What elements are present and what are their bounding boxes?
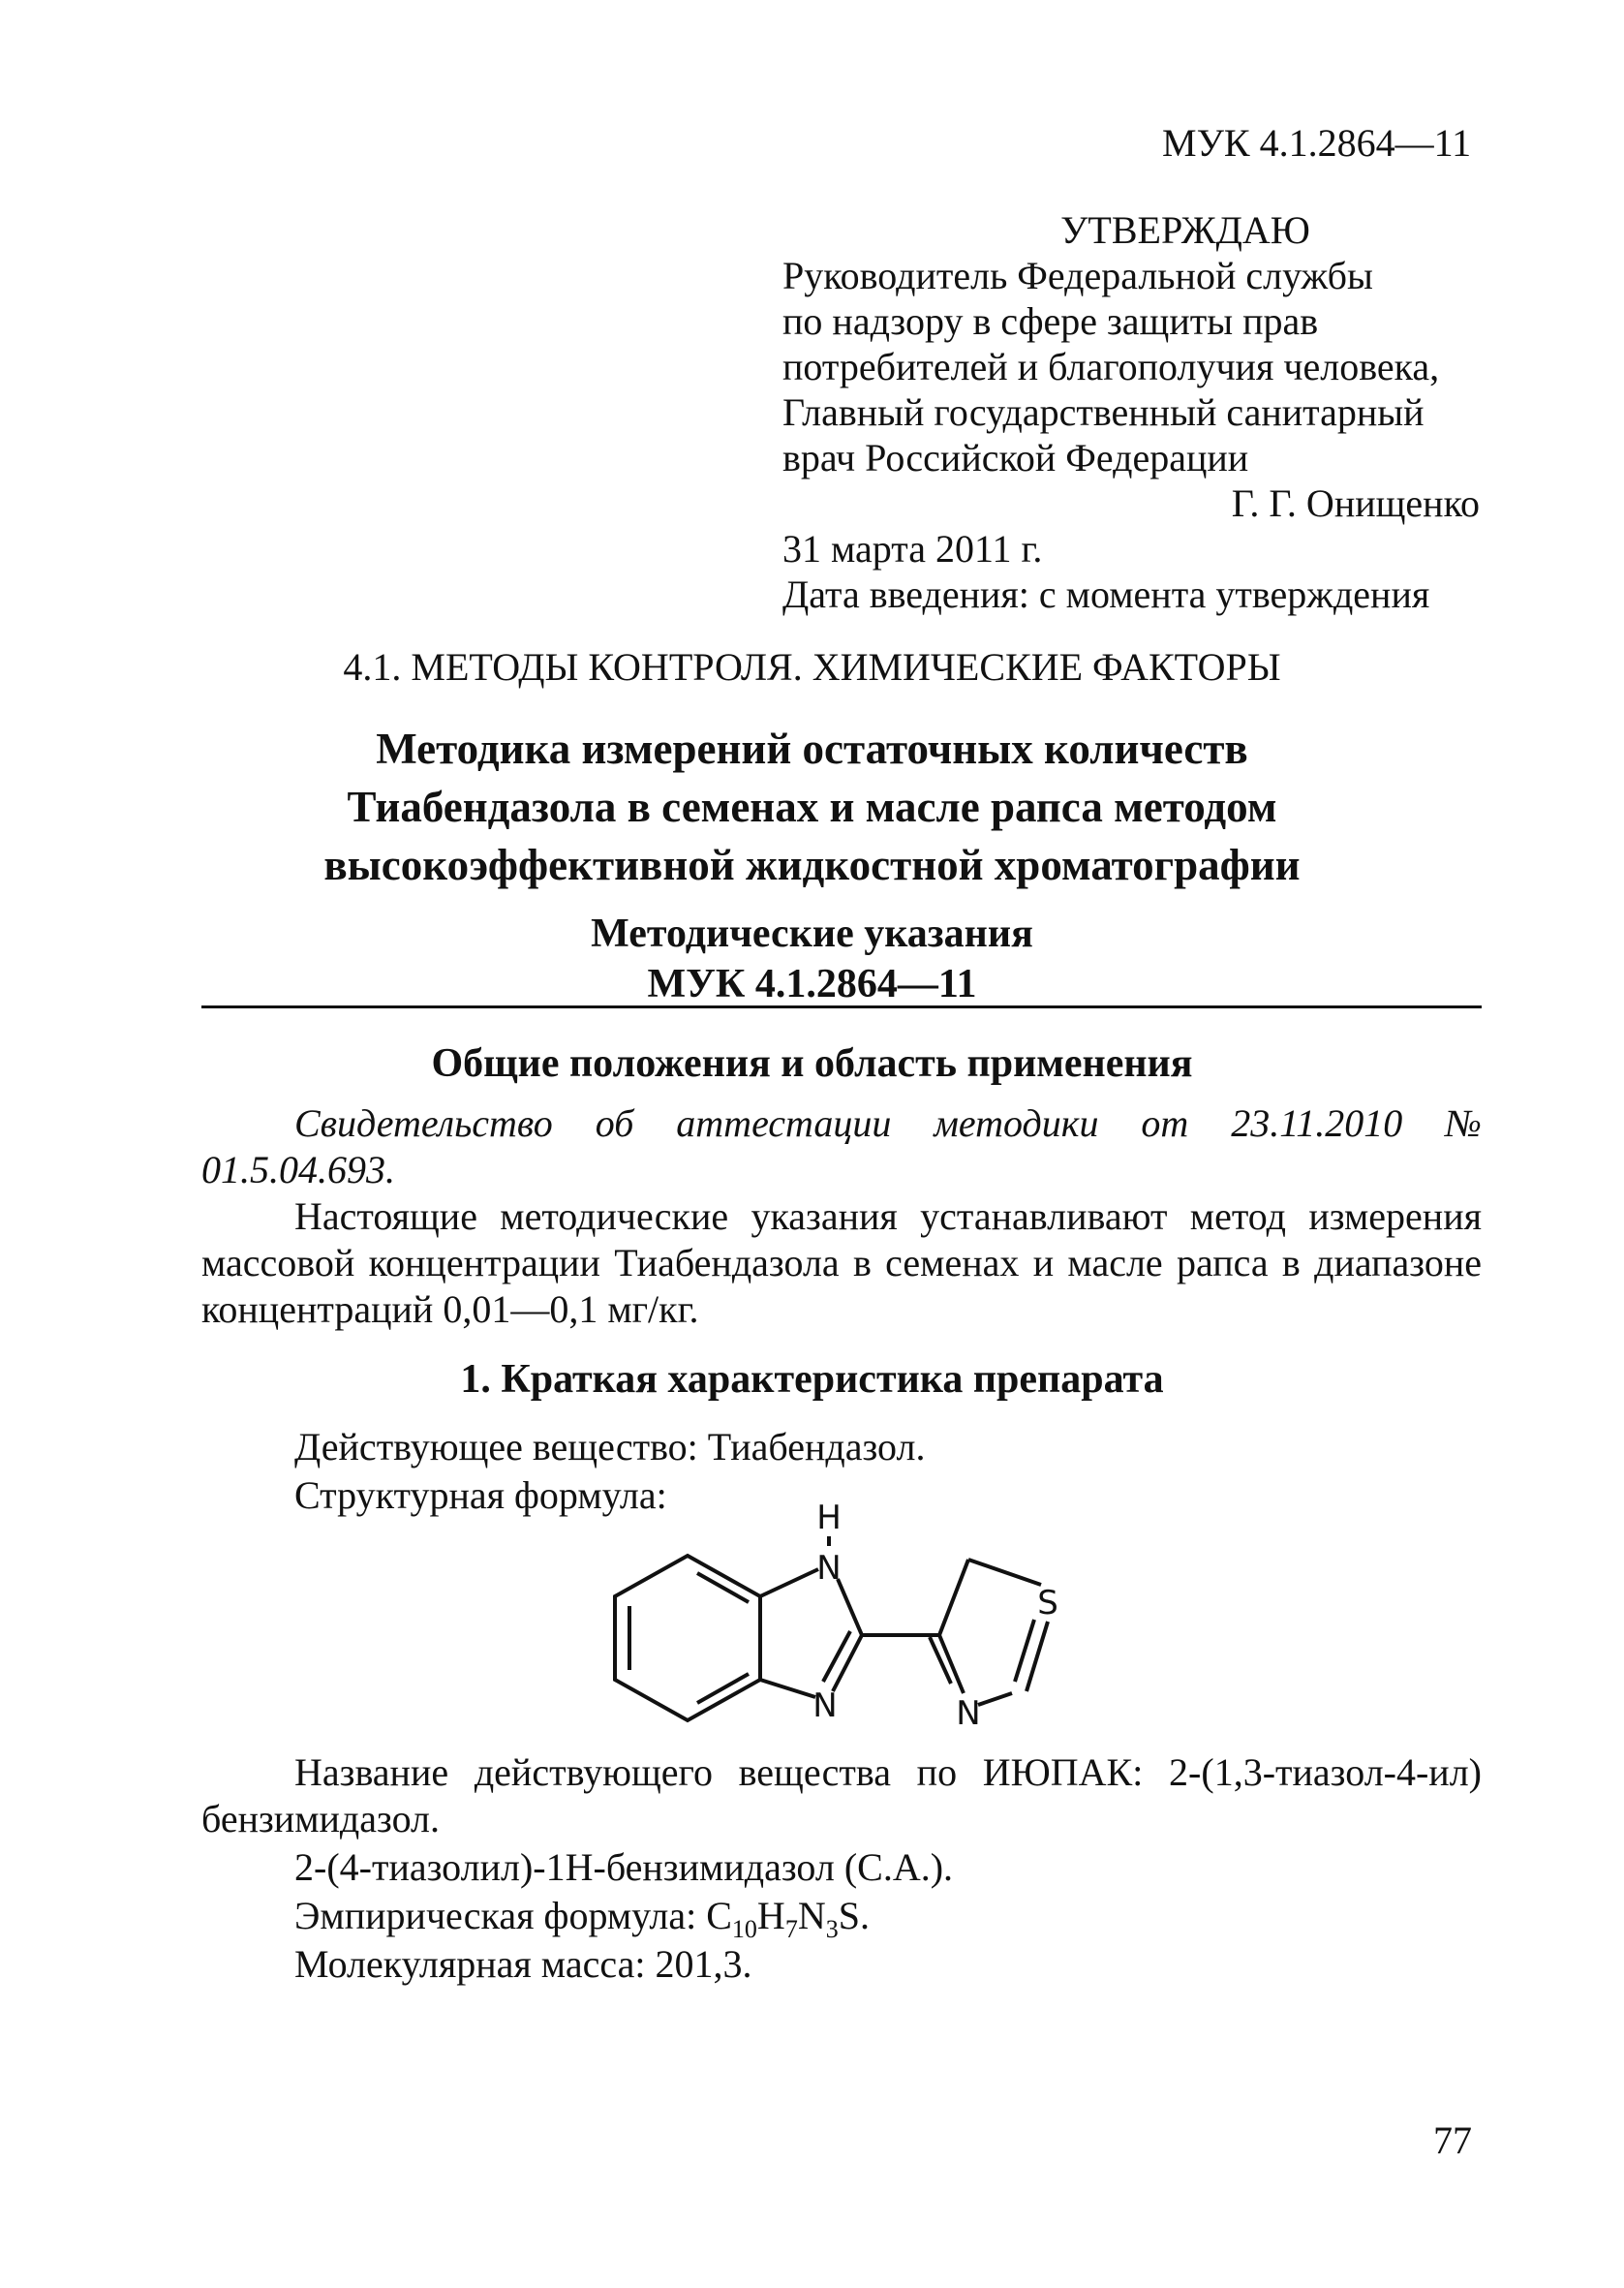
empirical-label: Эмпирическая формула: [294,1894,707,1937]
bond [838,1579,862,1635]
introduction-date: Дата введения: с момента утверждения [782,572,1430,616]
empirical-formula [294,1893,870,1944]
guidelines-code: МУК 4.1.2864—11 [647,962,977,1006]
iupac-text [201,1749,1482,1842]
iupac-name: Название действующего вещества по ИЮПАК: 2-(1,3-тиазол-4-ил) бензимидазол. [201,1750,1482,1840]
document-code: МУК 4.1.2864—11 [1162,121,1472,165]
formula-end: . [859,1894,870,1937]
molecular-mass: Молекулярная масса: 201,3. [294,1942,752,1986]
approval-line: по надзору в сфере защиты прав [782,299,1319,343]
intro-text [201,1193,1482,1333]
active-substance: Действующее вещество: Тиабендазол. [294,1425,926,1469]
structural-formula [600,1500,1085,1742]
guidelines-label: Методические указания [591,912,1033,956]
atom-n: N [816,1549,842,1588]
approval-date: 31 марта 2011 г. [782,527,1043,571]
bond [939,1560,968,1635]
general-heading: Общие положения и область применения [431,1041,1193,1086]
bond [968,1560,1041,1585]
ca-name: 2-(4-тиазолил)-1Н-бензимидазол (С.А.). [294,1845,954,1889]
formula-h: H [756,1894,785,1937]
formula-n-count: 3 [825,1915,839,1943]
approval-line: потребителей и благополучия человека, [782,345,1440,388]
main-title [0,720,1624,894]
structural-formula-label: Структурная формула: [294,1473,667,1517]
main-title-line: высокоэффективной жидкостной хроматографии [323,841,1301,889]
approval-line: врач Российской Федерации [782,436,1249,479]
approval-title: УТВЕРЖДАЮ [1060,208,1310,252]
approval-block [782,207,1480,617]
formula-n: N [797,1894,826,1937]
benzene-ring [615,1556,760,1720]
formula-s: S [838,1894,860,1937]
certificate-text [201,1100,1482,1193]
atom-n: N [812,1686,838,1725]
section-code: 4.1. МЕТОДЫ КОНТРОЛЯ. ХИМИЧЕСКИЕ ФАКТОРЫ [343,645,1281,689]
section1-heading: 1. Краткая характеристика препарата [460,1357,1164,1402]
page-number: 77 [1433,2118,1472,2162]
main-title-line: Методика измерений остаточных количеств [376,725,1248,773]
intro-paragraph: Настоящие методические указания устанавливают метод измерения массовой концентрации Тиабендазола в семенах и масле рапса в диапазоне концентраций 0,01—0,1 мг/кг. [201,1194,1482,1331]
approval-line: Руководитель Федеральной службы [782,254,1373,297]
bond [760,1569,818,1596]
bond [978,1693,1012,1705]
atom-n: N [956,1694,981,1733]
formula-h-count: 7 [784,1915,798,1943]
certificate-paragraph: Свидетельство об аттестации методики от 23.11.2010 № 01.5.04.693. [201,1101,1482,1191]
bond [760,1680,815,1697]
formula-c-count: 10 [731,1915,757,1943]
bond [833,1635,862,1691]
formula-c: C [706,1894,732,1937]
approval-line: Главный государственный санитарный [782,390,1425,434]
bond-double [823,1631,850,1682]
approver-name: Г. Г. Онищенко [1231,481,1480,525]
main-title-line: Тиабендазола в семенах и масле рапса методом [347,783,1277,831]
atom-h: H [816,1500,842,1537]
divider-line [201,1005,1482,1008]
atom-s: S [1037,1584,1058,1623]
guidelines-title [0,909,1624,1009]
